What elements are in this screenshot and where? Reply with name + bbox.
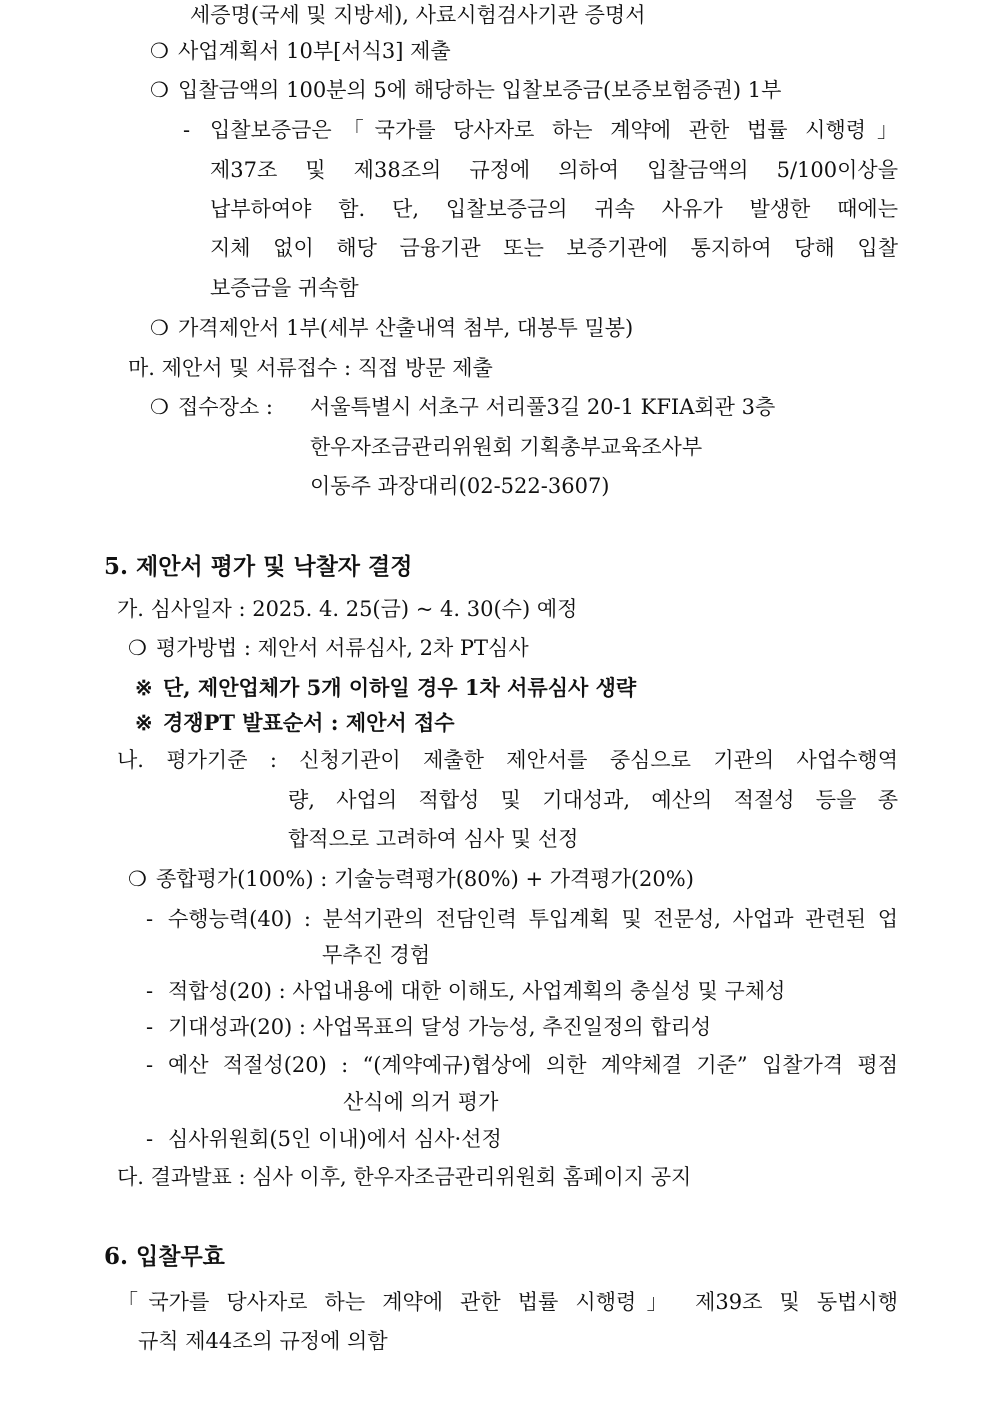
evaluation-method: ❍ 평가방법 : 제안서 서류심사, 2차 PT심사 <box>128 633 529 663</box>
reference-mark-icon: ※ <box>135 675 153 700</box>
capability-line: 무추진 경험 <box>322 943 431 967</box>
bullet-item-business-plan: ❍ 사업계획서 10부[서식3] 제출 <box>150 36 451 66</box>
note-skip-document-review: ※ 단, 제안업체가 5개 이하일 경우 1차 서류심사 생략 <box>135 673 636 703</box>
overall-evaluation: ❍ 종합평가(100%) : 기술능력평가(80%) + 가격평가(20%) <box>128 864 694 894</box>
dash-marker: - <box>146 1053 154 1077</box>
criteria-line: 합적으로 고려하여 심사 및 선정 <box>288 827 579 851</box>
criteria-line: 량, 사업의 적합성 및 기대성과, 예산의 적절성 등을 종 <box>288 788 898 812</box>
suitability-line: 적합성(20) : 사업내용에 대한 이해도, 사업계획의 충실성 및 구체성 <box>168 979 786 1003</box>
guarantee-detail-line: 입찰보증금은「국가를 당사자로 하는 계약에 관한 법률 시행령」 <box>210 118 898 142</box>
budget-line: 예산 적절성(20) : “(계약예규)협상에 의한 계약체결 기준” 입찰가격 평점 <box>168 1053 898 1077</box>
circle-bullet-icon: ❍ <box>150 395 169 419</box>
invalid-bid-line: 규칙 제44조의 규정에 의함 <box>138 1329 388 1353</box>
criteria-line: 나. 평가기준 : 신청기관이 제출한 제안서를 중심으로 기관의 사업수행역 <box>117 748 898 772</box>
guarantee-detail-line: 납부하여야 함. 단, 입찰보증금의 귀속 사유가 발생한 때에는 <box>210 197 898 221</box>
dash-marker: - <box>146 1015 154 1039</box>
guarantee-detail-line: 지체 없이 해당 금융기관 또는 보증기관에 통지하여 당해 입찰 <box>210 236 898 260</box>
guarantee-detail-line: 제37조 및 제38조의 규정에 의하여 입찰금액의 5/100이상을 <box>210 158 898 182</box>
result-announcement: 다. 결과발표 : 심사 이후, 한우자조금관리위원회 홈페이지 공지 <box>117 1165 692 1189</box>
note-pt-order: ※ 경쟁PT 발표순서 : 제안서 접수 <box>135 708 455 738</box>
circle-bullet-icon: ❍ <box>150 316 169 340</box>
invalid-bid-line: 「국가를 당사자로 하는 계약에 관한 법률 시행령」 제39조 및 동법시행 <box>117 1290 898 1314</box>
circle-bullet-icon: ❍ <box>150 39 169 63</box>
guarantee-detail-line: 보증금을 귀속함 <box>210 276 359 300</box>
capability-line: 수행능력(40) : 분석기관의 전담인력 투입계획 및 전문성, 사업과 관련된 업 <box>168 907 898 931</box>
dash-marker: - <box>146 979 154 1003</box>
budget-line: 산식에 의거 평가 <box>343 1090 499 1114</box>
dash-marker: - <box>146 1127 154 1151</box>
submission-title: 마. 제안서 및 서류접수 : 직접 방문 제출 <box>128 356 493 380</box>
circle-bullet-icon: ❍ <box>128 636 147 660</box>
submission-place: ❍ 접수장소 : <box>150 392 273 422</box>
circle-bullet-icon: ❍ <box>128 867 147 891</box>
text-line-tax-certificate: 세증명(국세 및 지방세), 사료시험검사기관 증명서 <box>190 3 646 27</box>
dash-marker: - <box>183 118 191 142</box>
expected-outcome-line: 기대성과(20) : 사업목표의 달성 가능성, 추진일정의 합리성 <box>168 1015 712 1039</box>
section-heading-invalid-bid: 6. 입찰무효 <box>104 1243 225 1270</box>
committee-line: 심사위원회(5인 이내)에서 심사·선정 <box>168 1127 502 1151</box>
reference-mark-icon: ※ <box>135 710 153 735</box>
bullet-item-bid-guarantee: ❍ 입찰금액의 100분의 5에 해당하는 입찰보증금(보증보험증권) 1부 <box>150 75 781 105</box>
contact-line: 이동주 과장대리(02-522-3607) <box>310 474 610 498</box>
bullet-item-price-proposal: ❍ 가격제안서 1부(세부 산출내역 첨부, 대봉투 밀봉) <box>150 313 633 343</box>
section-heading-evaluation: 5. 제안서 평가 및 낙찰자 결정 <box>104 553 413 580</box>
dash-marker: - <box>146 907 154 931</box>
address-line: 서울특별시 서초구 서리풀3길 20-1 KFIA회관 3층 <box>310 395 776 419</box>
review-date-line: 가. 심사일자 : 2025. 4. 25(금) ~ 4. 30(수) 예정 <box>117 597 578 621</box>
circle-bullet-icon: ❍ <box>150 78 169 102</box>
department-line: 한우자조금관리위원회 기획총부교육조사부 <box>310 435 703 459</box>
